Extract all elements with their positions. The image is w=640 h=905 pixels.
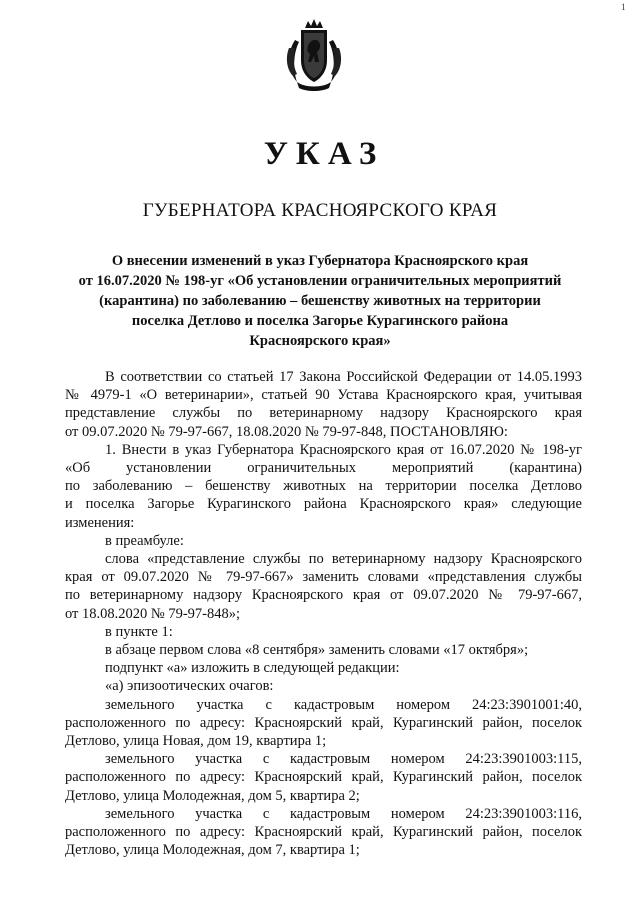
document-subtitle: ГУБЕРНАТОРА КРАСНОЯРСКОГО КРАЯ [142,200,498,221]
body-line: и поселка Загорье Курагинского района Красноярского края» следующие [65,496,582,513]
body-line: расположенного по адресу: Красноярский край, Курагинский район, поселок [65,824,582,841]
body-line: № 4979-1 «О ветеринарии», статьей 90 Устава Красноярского края, учитывая [65,387,582,404]
body-line: от 09.07.2020 № 79-97-667, 18.08.2020 № 79-97-848, ПОСТАНОВЛЯЮ: [65,423,508,440]
heading-line: поселка Детлово и поселка Загорье Курагинского района [131,313,509,329]
body-line: В соответствии со статьей 17 Закона Российской Федерации от 14.05.1993 [105,369,582,385]
document-body [65,368,582,859]
body-line: Детлово, улица Молодежная, дом 5, квартира 2; [65,787,360,804]
document-heading [50,251,590,351]
body-line: земельного участка с кадастровым номером 24:23:3901003:115, [105,751,582,768]
body-line: изменения: [65,514,135,531]
body-line: земельного участка с кадастровым номером 24:23:3901001:40, [105,696,582,713]
body-line: по ветеринарному надзору Красноярского края от 09.07.2020 № 79-97-667, [65,587,582,604]
body-line: в абзаце первом слова «8 сентября» заменить словами «17 октября»; [105,642,529,659]
body-line: от 18.08.2020 № 79-97-848»; [65,605,241,622]
body-line: 1. Внести в указ Губернатора Красноярского края от 16.07.2020 № 198-уг [105,441,582,458]
body-line: подпункт «а» изложить в следующей редакции: [105,660,400,677]
heading-line: Красноярского края» [249,333,391,349]
heading-line: О внесении изменений в указ Губернатора Красноярского края [111,253,529,269]
body-line: по заболеванию – бешенству животных на территории поселка Детлово [65,478,582,495]
document-title: УКАЗ [263,136,385,172]
heading-line: (карантина) по заболеванию – бешенству животных на территории [99,293,541,309]
corner-mark: 1 [621,2,626,12]
body-line: «а) эпизоотических очагов: [105,678,274,695]
body-line: представление службы по ветеринарному надзору Красноярского края [65,405,582,422]
body-line: в пункте 1: [105,623,173,640]
body-line: Детлово, улица Молодежная, дом 7, квартира 1; [65,842,360,859]
body-line: в преамбуле: [105,532,184,549]
body-line: расположенного по адресу: Красноярский край, Курагинский район, поселок [65,714,582,731]
body-line: края от 09.07.2020 № 79-97-667» заменить словами «представления службы [65,569,582,586]
coat-of-arms-emblem [283,18,345,94]
body-line: расположенного по адресу: Красноярский край, Курагинский район, поселок [65,769,582,786]
heading-line: от 16.07.2020 № 198-уг «Об установлении ограничительных мероприятий [78,273,562,289]
body-line: слова «представление службы по ветеринарному надзору Красноярского [105,551,582,568]
body-line: «Об установлении ограничительных мероприятий (карантина) [65,460,582,477]
body-line: Детлово, улица Новая, дом 19, квартира 1; [65,733,327,750]
body-line: земельного участка с кадастровым номером 24:23:3901003:116, [105,805,582,822]
